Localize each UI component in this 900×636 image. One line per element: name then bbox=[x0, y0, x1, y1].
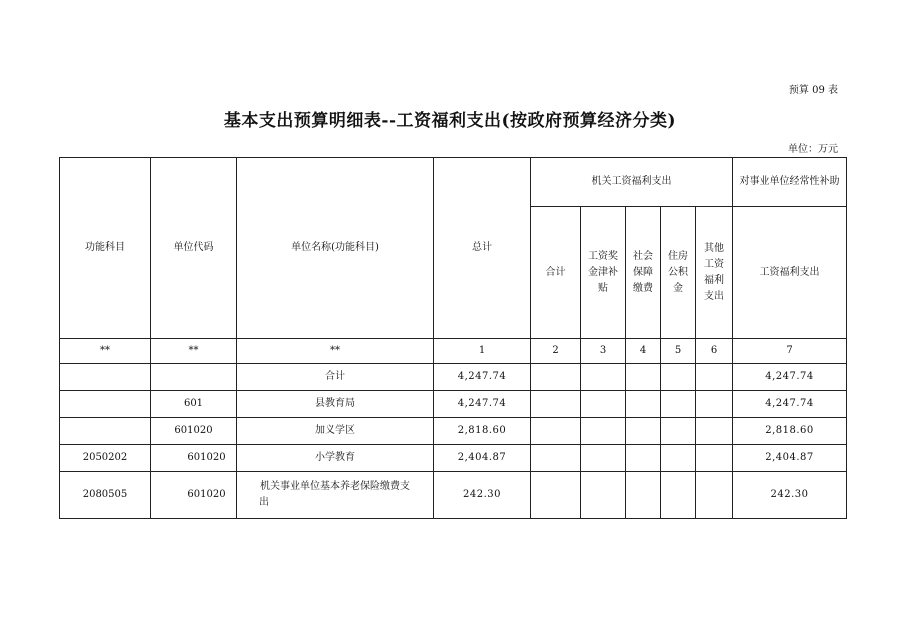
cell-empty bbox=[626, 391, 661, 418]
header-housing-line: 公积 bbox=[668, 266, 688, 278]
cell-empty bbox=[581, 391, 626, 418]
cell-total: 2,818.60 bbox=[434, 418, 531, 445]
cell-empty bbox=[581, 472, 626, 519]
form-number: 预算 09 表 bbox=[788, 85, 838, 96]
index-cell: 5 bbox=[661, 339, 696, 364]
cell-empty bbox=[581, 418, 626, 445]
cell-empty bbox=[626, 472, 661, 519]
header-row-1 bbox=[60, 158, 847, 207]
budget-table bbox=[59, 157, 847, 519]
cell-func bbox=[60, 418, 151, 445]
cell-func bbox=[60, 391, 151, 418]
cell-func bbox=[60, 364, 151, 391]
table-row bbox=[60, 364, 847, 391]
cell-name-line: 机关事业单位基本养老保险缴费支 bbox=[260, 481, 410, 492]
header-salary-line: 贴 bbox=[598, 282, 608, 294]
cell-inst-salary: 242.30 bbox=[733, 472, 847, 519]
cell-name: 加义学区 bbox=[237, 418, 434, 445]
header-salary-line: 工资奖 bbox=[588, 250, 618, 262]
header-total: 总计 bbox=[434, 158, 531, 339]
cell-empty bbox=[531, 364, 581, 391]
cell-name: 小学教育 bbox=[237, 445, 434, 472]
cell-code: 601 bbox=[151, 391, 237, 418]
cell-empty bbox=[661, 391, 696, 418]
cell-name bbox=[237, 472, 434, 519]
index-cell: 1 bbox=[434, 339, 531, 364]
index-cell: 3 bbox=[581, 339, 626, 364]
cell-empty bbox=[581, 364, 626, 391]
cell-empty bbox=[531, 418, 581, 445]
cell-empty bbox=[696, 364, 733, 391]
header-other-line: 其他 bbox=[704, 242, 724, 254]
cell-empty bbox=[531, 391, 581, 418]
header-social-line: 社会 bbox=[633, 250, 653, 262]
cell-empty bbox=[696, 445, 733, 472]
header-housing-line: 金 bbox=[673, 282, 683, 294]
cell-empty bbox=[626, 418, 661, 445]
cell-name: 合计 bbox=[237, 364, 434, 391]
cell-empty bbox=[531, 472, 581, 519]
cell-total: 4,247.74 bbox=[434, 364, 531, 391]
cell-name-line: 出 bbox=[259, 497, 269, 508]
index-cell: 4 bbox=[626, 339, 661, 364]
cell-code: 601020 bbox=[151, 445, 237, 472]
header-gov-group: 机关工资福利支出 bbox=[531, 158, 733, 207]
table-row bbox=[60, 391, 847, 418]
index-cell: ** bbox=[151, 339, 237, 364]
cell-total: 242.30 bbox=[434, 472, 531, 519]
index-cell: ** bbox=[237, 339, 434, 364]
cell-empty bbox=[661, 472, 696, 519]
cell-code bbox=[151, 364, 237, 391]
cell-name: 县教育局 bbox=[237, 391, 434, 418]
cell-inst-salary: 4,247.74 bbox=[733, 391, 847, 418]
table-row bbox=[60, 472, 847, 519]
header-other-line: 支出 bbox=[704, 290, 724, 302]
cell-empty bbox=[661, 445, 696, 472]
cell-empty bbox=[696, 472, 733, 519]
cell-empty bbox=[661, 418, 696, 445]
header-subtotal: 合计 bbox=[531, 207, 581, 339]
cell-inst-salary: 4,247.74 bbox=[733, 364, 847, 391]
header-social-line: 保障 bbox=[633, 266, 653, 278]
unit-label: 单位：万元 bbox=[788, 144, 838, 155]
cell-inst-salary: 2,404.87 bbox=[733, 445, 847, 472]
index-row bbox=[60, 339, 847, 364]
header-housing bbox=[661, 207, 696, 339]
cell-empty bbox=[581, 445, 626, 472]
header-social bbox=[626, 207, 661, 339]
cell-empty bbox=[531, 445, 581, 472]
cell-inst-salary: 2,818.60 bbox=[733, 418, 847, 445]
cell-empty bbox=[661, 364, 696, 391]
header-salary bbox=[581, 207, 626, 339]
header-social-line: 缴费 bbox=[633, 282, 653, 294]
header-other bbox=[696, 207, 733, 339]
index-cell: ** bbox=[60, 339, 151, 364]
header-func-subject: 功能科目 bbox=[60, 158, 151, 339]
header-salary-line: 金津补 bbox=[588, 266, 618, 278]
cell-total: 4,247.74 bbox=[434, 391, 531, 418]
table-row bbox=[60, 418, 847, 445]
cell-func: 2050202 bbox=[60, 445, 151, 472]
header-unit-code: 单位代码 bbox=[151, 158, 237, 339]
index-cell: 2 bbox=[531, 339, 581, 364]
cell-code: 601020 bbox=[151, 418, 237, 445]
cell-empty bbox=[626, 445, 661, 472]
page-title: 基本支出预算明细表--工资福利支出(按政府预算经济分类) bbox=[223, 111, 677, 131]
header-housing-line: 住房 bbox=[668, 250, 688, 262]
table-row bbox=[60, 445, 847, 472]
index-cell: 7 bbox=[733, 339, 847, 364]
index-cell: 6 bbox=[696, 339, 733, 364]
cell-func: 2080505 bbox=[60, 472, 151, 519]
header-unit-name: 单位名称(功能科目) bbox=[237, 158, 434, 339]
header-inst-group: 对事业单位经常性补助 bbox=[733, 158, 847, 207]
header-other-line: 工资 bbox=[704, 258, 724, 270]
cell-code: 601020 bbox=[151, 472, 237, 519]
header-other-line: 福利 bbox=[704, 274, 724, 286]
cell-empty bbox=[696, 391, 733, 418]
header-inst-salary: 工资福利支出 bbox=[733, 207, 847, 339]
cell-empty bbox=[696, 418, 733, 445]
cell-total: 2,404.87 bbox=[434, 445, 531, 472]
cell-empty bbox=[626, 364, 661, 391]
